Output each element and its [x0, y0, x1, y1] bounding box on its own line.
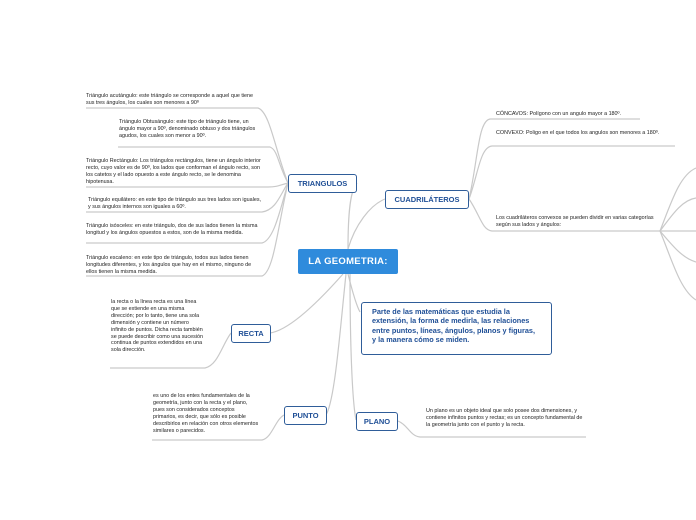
wire-central-plano — [350, 274, 356, 420]
note-concavos: CÓNCAVOS: Polígono con un angulo mayor a 180º. — [496, 111, 622, 117]
note-triangulo-escaleno: Triángulo escaleno: en este tipo de triángulo, todos sus lados tienen longitudes diferentes, y los ángulos que hay en el mismo, ninguno de ellos tienen la misma medida. — [86, 255, 252, 275]
branch-triangulos-label: TRIANGULOS — [297, 179, 348, 188]
note-triangulo-obtusangulo: Triángulo Obtusángulo: este tipo de triángulo tiene, un ángulo mayor a 90º, denominado obtuso y dos triángulos agudos, los cuales son menor a 90º. — [119, 119, 256, 139]
branch-cuadrilateros[interactable] — [385, 190, 469, 209]
branch-triangulos[interactable] — [288, 174, 357, 193]
central-label: LA GEOMETRIA: — [308, 256, 388, 267]
note-plano: Un plano es un objeto ideal que solo posee dos dimensiones, y contiene infinitos puntos y rectas; es un concepto fundamental de la geometría junto con el punto y la recta. — [426, 408, 583, 428]
branch-recta-label: RECTA — [238, 329, 264, 338]
note-convexos-categorias: Los cuadriláteros convexos se pueden dividir en varias categorías según sus lados y ángulos: — [496, 215, 654, 228]
wire-central-cuadrilateros — [348, 199, 385, 249]
branch-recta[interactable] — [231, 324, 271, 343]
note-convexo: CONVEXO: Poligo en el que todos los angulos son menores a 180º. — [496, 130, 660, 136]
note-triangulo-rectangulo: Triángulo Rectángulo: Los triángulos rectángulos, tiene un ángulo interior recto, cuyo valor es de 90º, los lados que conforman el ángulo recto, son los catetos y el lado opuesto a este ángulo recto, se le denomina hipotenusa. — [86, 158, 261, 185]
branch-cuadrilateros-label: CUADRILÁTEROS — [394, 195, 460, 204]
note-triangulo-isosceles: Triángulo isósceles: en este triángulo, dos de sus lados tienen la misma longitud y los ángulos opuestos a estos, son de la misma medida. — [86, 223, 258, 236]
definition-text: Parte de las matemáticas que estudia la extensión, la forma de medirla, las relaciones entre puntos, líneas, ángulos, planos y figuras, y la manera cómo se miden. — [372, 307, 535, 345]
wire-central-punto — [326, 274, 346, 415]
note-triangulo-acutangulo: Triángulo acutángulo: este triángulo se corresponde a aquel que tiene sus tres ángulos, los cuales son menores a 90º — [86, 93, 254, 106]
branch-plano-label: PLANO — [363, 417, 391, 426]
central-node[interactable] — [298, 249, 398, 274]
branch-plano[interactable] — [356, 412, 398, 431]
note-triangulo-equilatero: Triángulo equilátero: en este tipo de triángulo sus tres lados son iguales, y sus ángulos internos son iguales a 60º. — [88, 197, 262, 210]
note-recta: la recta o la línea recta es una línea que se extiende en una misma dirección; por lo tanto, tiene una sola dimensión y contiene un número infinito de puntos. Dicha recta también se puede describir como una sucesión continua de puntos extendidos en una sola dirección. — [111, 299, 203, 354]
definition-box[interactable] — [361, 302, 552, 355]
branch-punto-label: PUNTO — [292, 411, 319, 420]
wire-central-recta — [270, 274, 343, 333]
note-punto: es uno de los entes fundamentales de la geometría, junto con la recta y el plano, pues son considerados conceptos primarios, es decir, que sólo es posible describirlos en relación con otros elementos similares o parecidos. — [153, 393, 259, 434]
branch-punto[interactable] — [284, 406, 327, 425]
